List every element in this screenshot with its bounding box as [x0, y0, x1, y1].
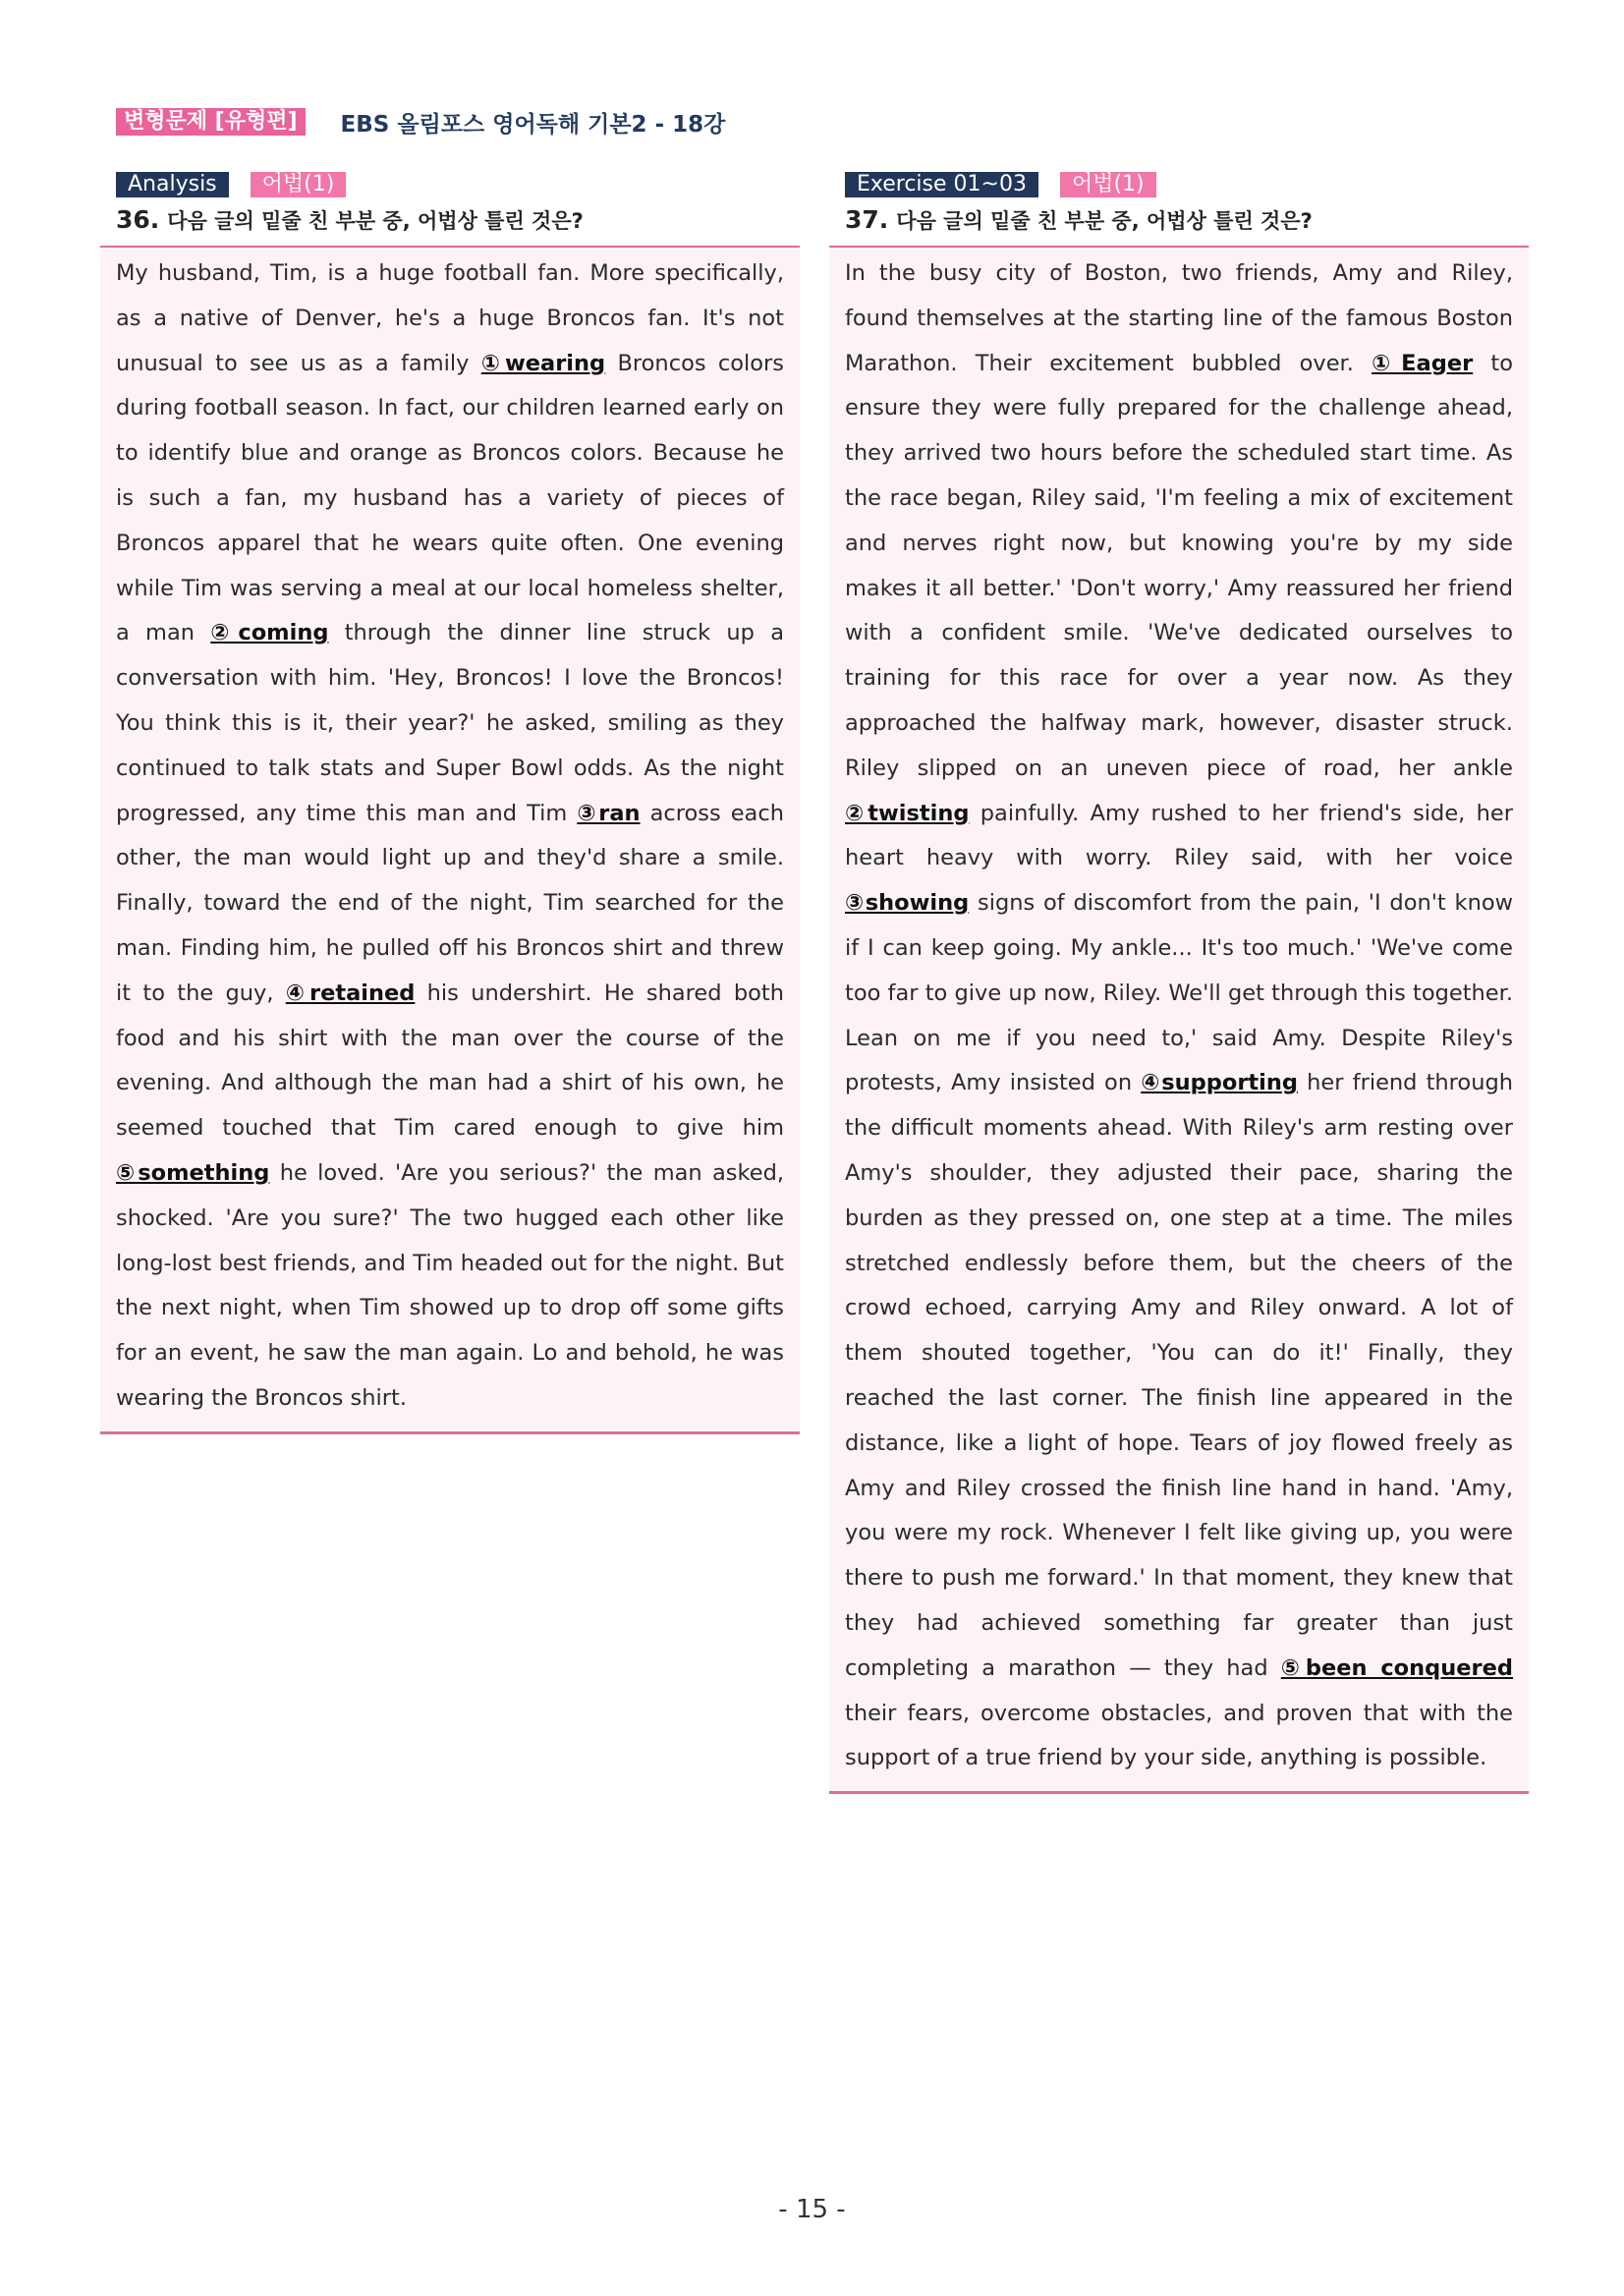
type-label: Exercise 01~03 [845, 172, 1038, 197]
underlined-choice-1: ①Eager [1372, 350, 1474, 376]
category-label: 어법(1) [251, 172, 347, 197]
page-header [116, 106, 725, 138]
passage-box [100, 246, 800, 1434]
question-36-column [100, 171, 800, 1434]
question-labels [829, 171, 1529, 198]
page-number: - 15 - [778, 2195, 846, 2224]
category-label: 어법(1) [1060, 172, 1156, 197]
question-heading [829, 202, 1529, 238]
question-text: 다음 글의 밑줄 친 부분 중, 어법상 틀린 것은? [896, 209, 1313, 233]
section-tag: 변형문제 [유형편] [116, 108, 306, 136]
question-heading [100, 202, 800, 238]
underlined-choice-5: ⑤been conquered [1280, 1654, 1514, 1681]
underlined-choice-2: ②coming [210, 620, 329, 646]
underlined-choice-3: ③showing [845, 890, 970, 917]
passage-text: My husband, Tim, is a huge football fan. More specifically, as a native of Denver, he's a huge Broncos fan. It's not unusual to see us as a family ①wearing Broncos colors during football season. In fact, our children learned early on to identify blue and orange as Broncos colors. Because he is such a fan, my husband has a variety of pieces of Broncos apparel that he wears quite often. One evening while Tim was serving a meal at our local homeless shelter, a man ②coming through the dinner line struck up a conversation with him. 'Hey, Broncos! I love the Broncos! You think this is it, their year?' he asked, smiling as they continued to talk stats and Super Bowl odds. As the night progressed, any time this man and Tim ③ran across each other, the man would light up and they'd share a smile. Finally, toward the end of the night, Tim searched for the man. Finding him, he pulled off his Broncos shirt and threw it to the guy, ④retained his undershirt. He shared both food and his shirt with the man over the course of the evening. And although the man had a shirt of his own, he seemed touched that Tim cared enough to give him ⑤something he loved. 'Are you serious?' the man asked, shocked. 'Are you sure?' The two hugged each other like long-lost best friends, and Tim headed out for the night. But the next night, when Tim showed up to drop off some gifts for an event, he saw the man again. Lo and behold, he was wearing the Broncos shirt. [116, 260, 785, 1411]
question-number: 36. [116, 205, 160, 234]
question-text: 다음 글의 밑줄 친 부분 중, 어법상 틀린 것은? [167, 209, 584, 233]
underlined-choice-1: ①wearing [480, 350, 606, 376]
underlined-choice-4: ④retained [285, 980, 416, 1006]
passage-box [829, 246, 1529, 1794]
question-37-column [829, 171, 1529, 1794]
underlined-choice-2: ②twisting [845, 800, 970, 826]
question-labels [100, 171, 800, 198]
passage-text: In the busy city of Boston, two friends, Amy and Riley, found themselves at the starting line of the famous Boston Marathon. Their excitement bubbled over. ①Eager to ensure they were fully prepared for the challenge ahead, they arrived two hours before the scheduled start time. As the race began, Riley said, 'I'm feeling a mix of excitement and nerves right now, but knowing you're by my side makes it all better.' 'Don't worry,' Amy reassured her friend with a confident smile. 'We've dedicated ourselves to training for this race for over a year now. As they approached the halfway mark, however, disaster struck. Riley slipped on an uneven piece of road, her ankle ②twisting painfully. Amy rushed to her friend's side, her heart heavy with worry. Riley said, with her voice ③showing signs of discomfort from the pain, 'I don't know if I can keep going. My ankle... It's too much.' 'We've come too far to give up now, Riley. We'll get through this together. Lean on me if you need to,' said Amy. Despite Riley's protests, Amy insisted on ④supporting her friend through the difficult moments ahead. With Riley's arm resting over Amy's shoulder, they adjusted their pace, sharing the burden as they pressed on, one step at a time. The miles stretched endlessly before them, but the cheers of the crowd echoed, carrying Amy and Riley onward. A lot of them shouted together, 'You can do it!' Finally, they reached the last corner. The finish line appeared in the distance, like a light of hope. Tears of joy flowed freely as Amy and Riley crossed the finish line hand in hand. 'Amy, you were my rock. Whenever I felt like giving up, you were there to push me forward.' In that moment, they knew that they had achieved something far greater than just completing a marathon — they had ⑤been conquered their fears, overcome obstacles, and proven that with the support of a true friend by your side, anything is possible. [845, 260, 1514, 1771]
page-title: EBS 올림포스 영어독해 기본2 - 18강 [340, 111, 726, 138]
underlined-choice-3: ③ran [577, 800, 641, 826]
underlined-choice-5: ⑤something [116, 1159, 270, 1186]
question-number: 37. [845, 205, 889, 234]
type-label: Analysis [116, 172, 229, 197]
underlined-choice-4: ④supporting [1141, 1070, 1299, 1096]
